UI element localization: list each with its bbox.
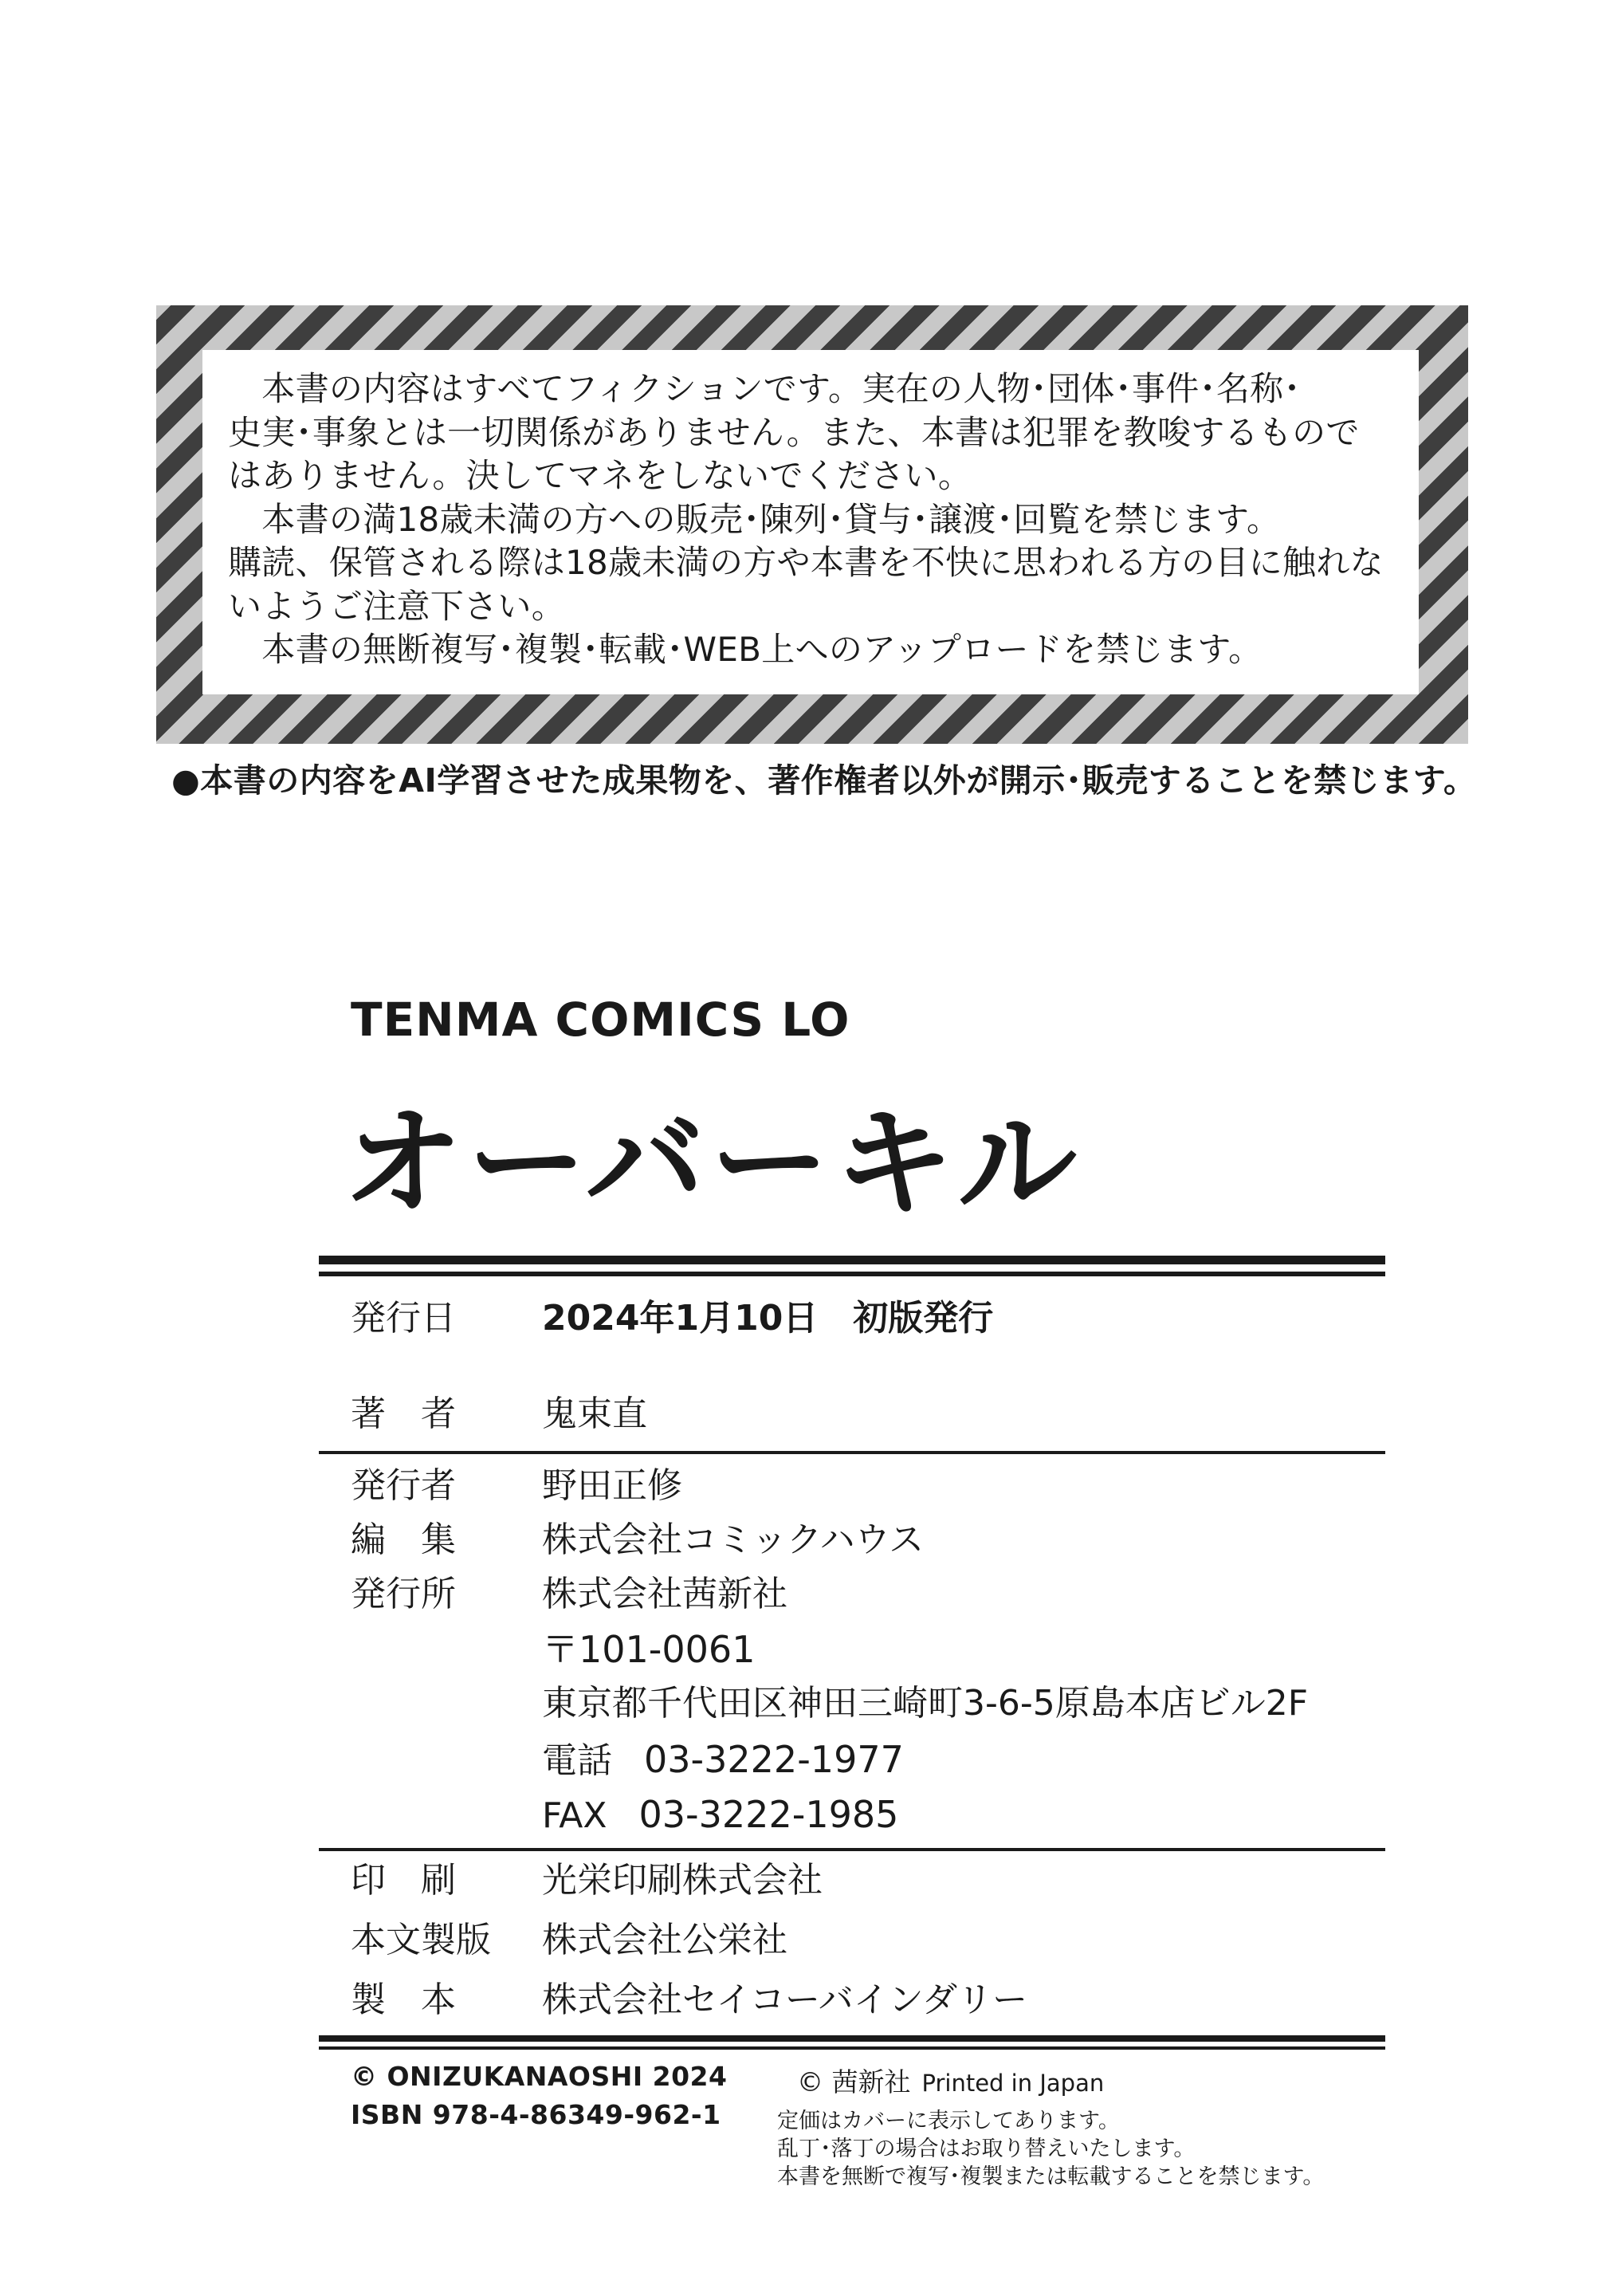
warning-line: 史実･事象とは一切関係がありません。また、本書は犯罪を教唆するもので <box>228 412 1360 452</box>
tel-label: 電話 <box>542 1740 612 1781</box>
title-rule-thin <box>319 1272 1385 1276</box>
plate-label: 本文製版 <box>351 1920 491 1960</box>
publisher-copyright-line <box>797 2062 1104 2099</box>
publisher-label: 発行所 <box>351 1574 456 1614</box>
publisher-value: 株式会社茜新社 <box>542 1574 787 1614</box>
binder-label: 製 本 <box>351 1980 456 2020</box>
printer-label: 印 刷 <box>351 1860 456 1901</box>
release-label: 発行日 <box>351 1298 456 1339</box>
fax-number: 03-3222-1985 <box>638 1793 899 1836</box>
printer-value: 光栄印刷株式会社 <box>542 1860 823 1901</box>
divider <box>319 1848 1385 1851</box>
editor-value: 株式会社コミックハウス <box>542 1520 925 1560</box>
editor-label: 編 集 <box>351 1520 456 1560</box>
warning-line: 購読、保管される際は18歳未満の方や本書を不快に思われる方の目に触れな <box>228 543 1384 582</box>
divider <box>319 1451 1385 1454</box>
footer-rule-thin <box>319 2046 1385 2050</box>
tel-line <box>542 1738 904 1781</box>
publisher-person-value: 野田正修 <box>542 1465 682 1506</box>
binder-value: 株式会社セイコーバインダリー <box>542 1980 1027 2020</box>
warning-line: 本書の無断複写･複製･転載･WEB上へのアップロードを禁じます。 <box>228 630 1263 669</box>
series-name: TENMA COMICS LO <box>351 993 850 1047</box>
printed-in: Printed in Japan <box>921 2070 1105 2097</box>
footer-rule-thick <box>319 2035 1385 2042</box>
address: 東京都千代田区神田三崎町3-6-5原島本店ビル2F <box>542 1683 1309 1724</box>
replacement-note: 乱丁･落丁の場合はお取り替えいたします。 <box>777 2137 1196 2161</box>
author-label: 著 者 <box>351 1394 456 1434</box>
warning-line: 本書の内容はすべてフィクションです。実在の人物･団体･事件･名称･ <box>228 369 1301 408</box>
postal-code: 〒101-0061 <box>542 1628 756 1671</box>
title-rule-thick <box>319 1256 1385 1264</box>
warning-line: いようご注意下さい。 <box>228 586 566 626</box>
tel-number: 03-3222-1977 <box>644 1738 904 1781</box>
author-value: 鬼束直 <box>542 1394 647 1434</box>
warning-line: 本書の満18歳未満の方への販売･陳列･貸与･譲渡･回覧を禁じます。 <box>228 499 1281 539</box>
ai-training-notice: ●本書の内容をAI学習させた成果物を、著作権者以外が開示･販売することを禁じます。 <box>171 761 1477 800</box>
copy-prohibition-note: 本書を無断で複写･複製または転載することを禁じます。 <box>777 2164 1325 2189</box>
publisher-person-label: 発行者 <box>351 1465 456 1506</box>
price-note: 定価はカバーに表示してあります。 <box>777 2109 1120 2133</box>
release-value: 2024年1月10日 初版発行 <box>542 1298 994 1339</box>
warning-line: はありません。決してマネをしないでください。 <box>228 456 972 495</box>
book-title: オーバーキル <box>343 1095 1082 1233</box>
warning-text-panel <box>202 350 1419 694</box>
publisher-copyright: © 茜新社 <box>797 2066 911 2097</box>
warning-striped-frame <box>156 305 1468 744</box>
isbn: ISBN 978-4-86349-962-1 <box>351 2099 721 2130</box>
fax-line <box>542 1793 899 1836</box>
fax-label: FAX <box>542 1795 607 1836</box>
plate-value: 株式会社公栄社 <box>542 1920 787 1960</box>
author-copyright: © ONIZUKANAOSHI 2024 <box>351 2061 728 2092</box>
